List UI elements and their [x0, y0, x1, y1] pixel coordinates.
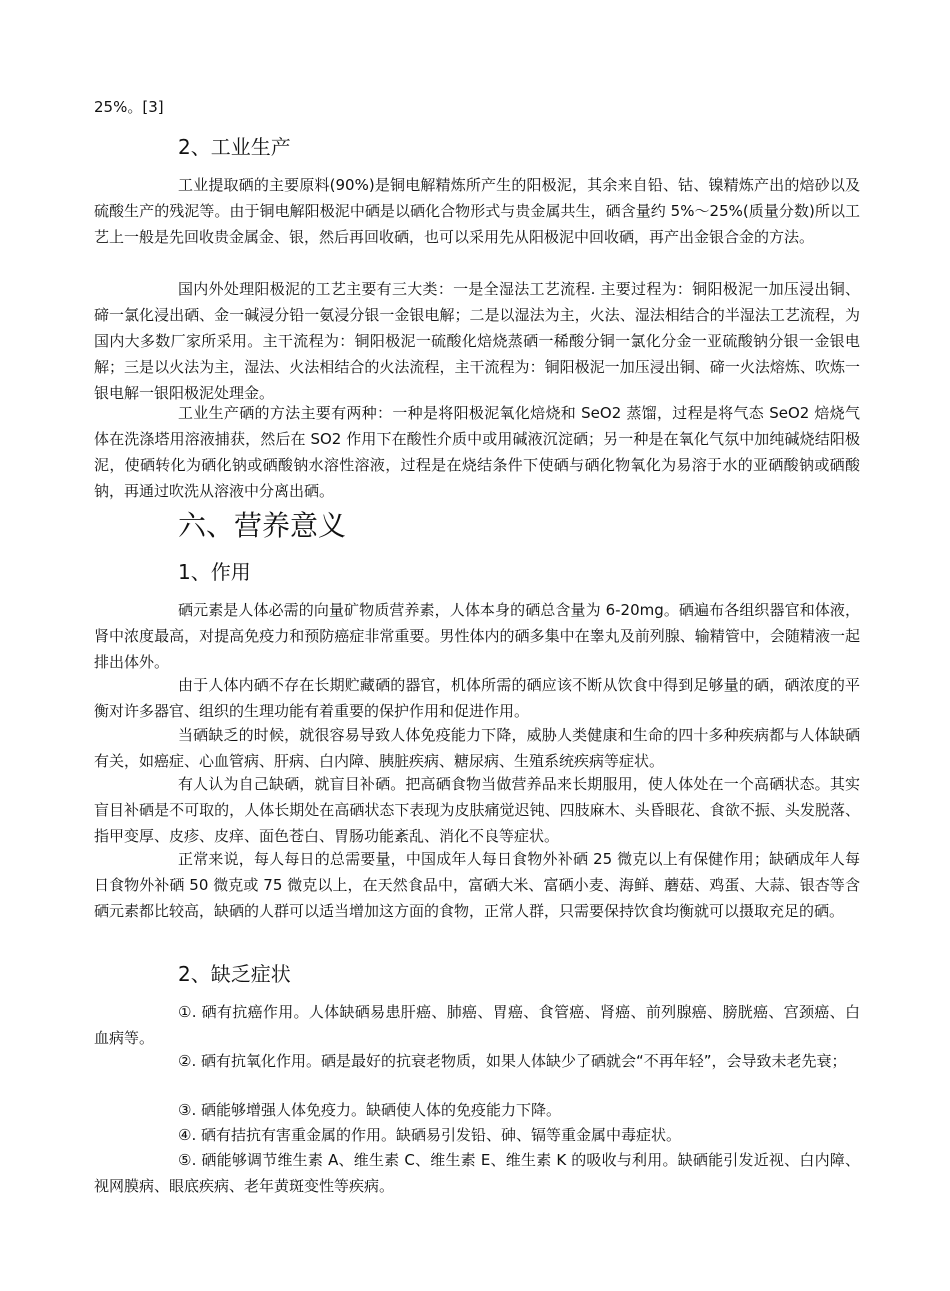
- deficiency-item-2: ②. 硒有抗氧化作用。硒是最好的抗衰老物质，如果人体缺少了硒就会“不再年轻”，会导致未老先衰；: [178, 1052, 847, 1070]
- paragraph-function-5: 正常来说，每人每日的总需要量，中国成年人每日食物外补硒 25 微克以上有保健作用；缺硒成年人每日食物外补硒 50 微克或 75 微克以上，在天然食品中，富硒大米、富硒小麦、海鲜、蘑菇、鸡蛋、大蒜、银杏等含硒元素都比较高，缺硒的人群可以适当增加这方面的食物，正常人群，只需要保持饮食均衡就可以摄取充足的硒。: [94, 850, 860, 920]
- paragraph-function-1: 硒元素是人体必需的向量矿物质营养素，人体本身的硒总含量为 6-20mg。硒遍布各组织器官和体液，肾中浓度最高，对提高免疫力和预防癌症非常重要。男性体内的硒多集中在睾丸及前列腺、输精管中，会随精液一起排出体外。: [94, 601, 860, 671]
- paragraph-industrial-1: 工业提取硒的主要原料(90%)是铜电解精炼所产生的阳极泥，其余来自铅、钴、镍精炼产出的焙砂以及硫酸生产的残泥等。由于铜电解阳极泥中硒是以硒化合物形式与贵金属共生，硒含量约 5%～25%(质量分数)所以工艺上一般是先回收贵金属金、银，然后再回收硒，也可以采用先从阳极泥中回收硒，再产出金银合金的方法。: [94, 176, 860, 246]
- deficiency-item-5: ⑤. 硒能够调节维生素 A、维生素 C、维生素 E、维生素 K 的吸收与利用。缺硒能引发近视、白内障、视网膜病、眼底疾病、老年黄斑变性等疾病。: [94, 1151, 860, 1195]
- deficiency-item-3: ③. 硒能够增强人体免疫力。缺硒使人体的免疫能力下降。: [178, 1101, 561, 1119]
- deficiency-item-1: ①. 硒有抗癌作用。人体缺硒易患肝癌、肺癌、胃癌、食管癌、肾癌、前列腺癌、膀胱癌、宫颈癌、白血病等。: [94, 1003, 860, 1047]
- paragraph-industrial-2: 国内外处理阳极泥的工艺主要有三大类：一是全湿法工艺流程. 主要过程为：铜阳极泥一加压浸出铜、碲一氯化浸出硒、金一碱浸分铅一氨浸分银一金银电解；二是以湿法为主，火法、湿法相结合的半湿法工艺流程，为国内大多数厂家所采用。主干流程为：铜阳极泥一硫酸化焙烧蒸硒一稀酸分铜一氯化分金一亚硫酸钠分银一金银电解；三是以火法为主，湿法、火法相结合的火法流程，主干流程为：铜阳极泥一加压浸出铜、碲一火法熔炼、吹炼一银电解一银阳极泥处理金。: [94, 280, 860, 402]
- top-fragment: 25%。[3]: [94, 98, 164, 116]
- heading-industrial-production: 2、工业生产: [178, 135, 291, 159]
- heading-deficiency: 2、缺乏症状: [178, 962, 291, 986]
- paragraph-industrial-3: 工业生产硒的方法主要有两种：一种是将阳极泥氧化焙烧和 SeO2 蒸馏，过程是将气态 SeO2 焙烧气体在洗涤塔用溶液捕获，然后在 SO2 作用下在酸性介质中或用碱液沉淀硒；另一种是在氧化气氛中加纯碱烧结阳极泥，使硒转化为硒化钠或硒酸钠水溶性溶液，过程是在烧结条件下使硒与硒化物氧化为易溶于水的亚硒酸钠或硒酸钠，再通过吹洗从溶液中分离出硒。: [94, 404, 860, 500]
- heading-function: 1、作用: [178, 560, 251, 584]
- paragraph-function-2: 由于人体内硒不存在长期贮藏硒的器官，机体所需的硒应该不断从饮食中得到足够量的硒，硒浓度的平衡对许多器官、组织的生理功能有着重要的保护作用和促进作用。: [94, 676, 860, 720]
- paragraph-function-4: 有人认为自己缺硒，就盲目补硒。把高硒食物当做营养品来长期服用，使人体处在一个高硒状态。其实盲目补硒是不可取的，人体长期处在高硒状态下表现为皮肤痛觉迟钝、四肢麻木、头昏眼花、食欲不振、头发脱落、指甲变厚、皮疹、皮痒、面色苍白、胃肠功能紊乱、消化不良等症状。: [94, 775, 860, 845]
- deficiency-item-4: ④. 硒有拮抗有害重金属的作用。缺硒易引发铅、砷、镉等重金属中毒症状。: [178, 1126, 681, 1144]
- chapter-heading-nutrition: 六、营养意义: [178, 509, 347, 542]
- paragraph-function-3: 当硒缺乏的时候，就很容易导致人体免疫能力下降，威胁人类健康和生命的四十多种疾病都与人体缺硒有关，如癌症、心血管病、肝病、白内障、胰脏疾病、糖尿病、生殖系统疾病等症状。: [94, 726, 860, 770]
